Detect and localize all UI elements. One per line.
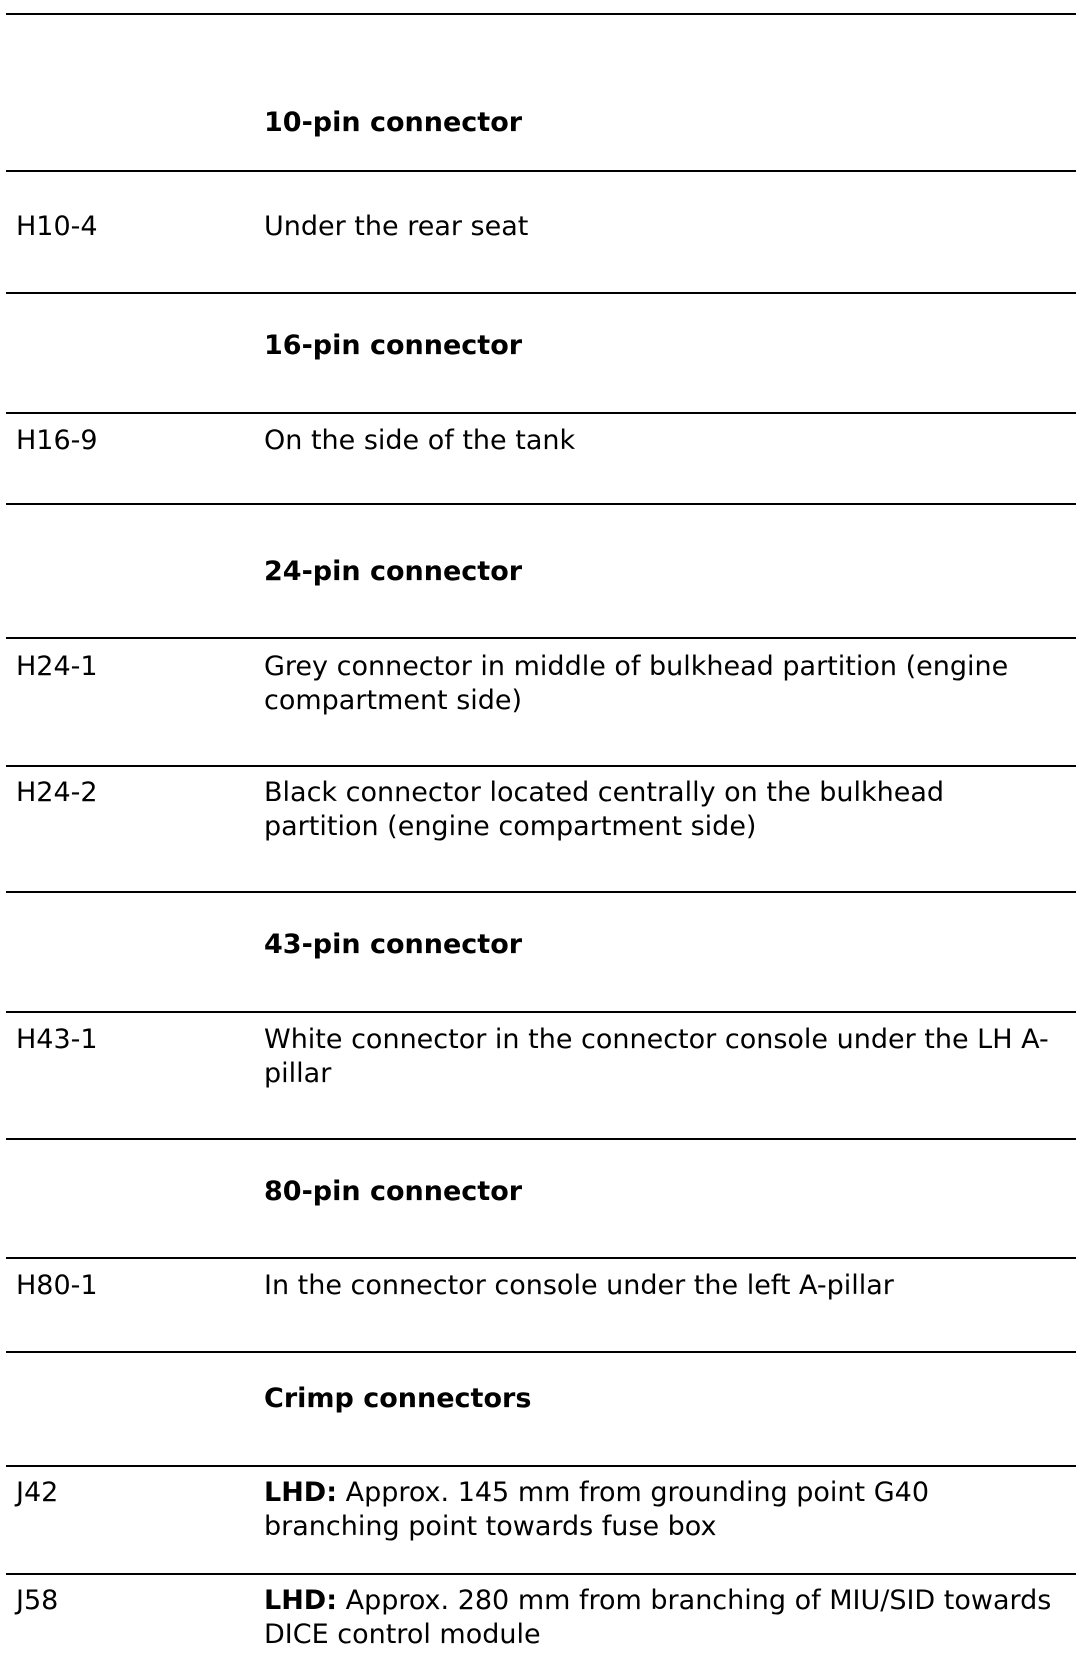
row-divider xyxy=(6,1351,1076,1353)
section-heading: Crimp connectors xyxy=(264,1383,532,1414)
connector-code: H10-4 xyxy=(16,211,98,242)
lhd-label: LHD: xyxy=(264,1585,338,1616)
section-heading: 10-pin connector xyxy=(264,107,523,138)
section-heading: 16-pin connector xyxy=(264,330,523,361)
row-divider xyxy=(6,891,1076,893)
connector-code: H80-1 xyxy=(16,1270,98,1301)
row-divider xyxy=(6,1465,1076,1467)
connector-location xyxy=(264,1476,1064,1544)
row-divider xyxy=(6,1257,1076,1259)
location-text: Approx. 280 mm from branching of MIU/SID towards DICE control module xyxy=(264,1585,1052,1650)
connector-code: J58 xyxy=(16,1585,59,1616)
row-divider xyxy=(6,503,1076,505)
connector-location: Grey connector in middle of bulkhead partition (engine compartment side) xyxy=(264,651,1009,716)
row-divider xyxy=(6,1011,1076,1013)
section-heading: 24-pin connector xyxy=(264,556,523,587)
connector-location xyxy=(264,1584,1064,1652)
connector-code: H24-1 xyxy=(16,651,98,682)
connector-location: Black connector located centrally on the bulkhead partition (engine compartment side) xyxy=(264,777,945,842)
top-rule xyxy=(6,13,1076,15)
row-divider xyxy=(6,1573,1076,1575)
connector-location: On the side of the tank xyxy=(264,425,576,456)
row-divider xyxy=(6,765,1076,767)
connector-location: White connector in the connector console under the LH A-pillar xyxy=(264,1024,1049,1089)
connector-code: H16-9 xyxy=(16,425,98,456)
row-divider xyxy=(6,292,1076,294)
connector-code: J42 xyxy=(16,1477,59,1508)
section-heading: 43-pin connector xyxy=(264,929,523,960)
connector-location: Under the rear seat xyxy=(264,211,529,242)
connector-code: H43-1 xyxy=(16,1024,98,1055)
section-heading: 80-pin connector xyxy=(264,1176,523,1207)
location-text: Approx. 145 mm from grounding point G40 branching point towards fuse box xyxy=(264,1477,929,1542)
connector-code: H24-2 xyxy=(16,777,98,808)
row-divider xyxy=(6,412,1076,414)
row-divider xyxy=(6,170,1076,172)
lhd-label: LHD: xyxy=(264,1477,338,1508)
row-divider xyxy=(6,1138,1076,1140)
connector-location: In the connector console under the left A-pillar xyxy=(264,1270,894,1301)
row-divider xyxy=(6,637,1076,639)
